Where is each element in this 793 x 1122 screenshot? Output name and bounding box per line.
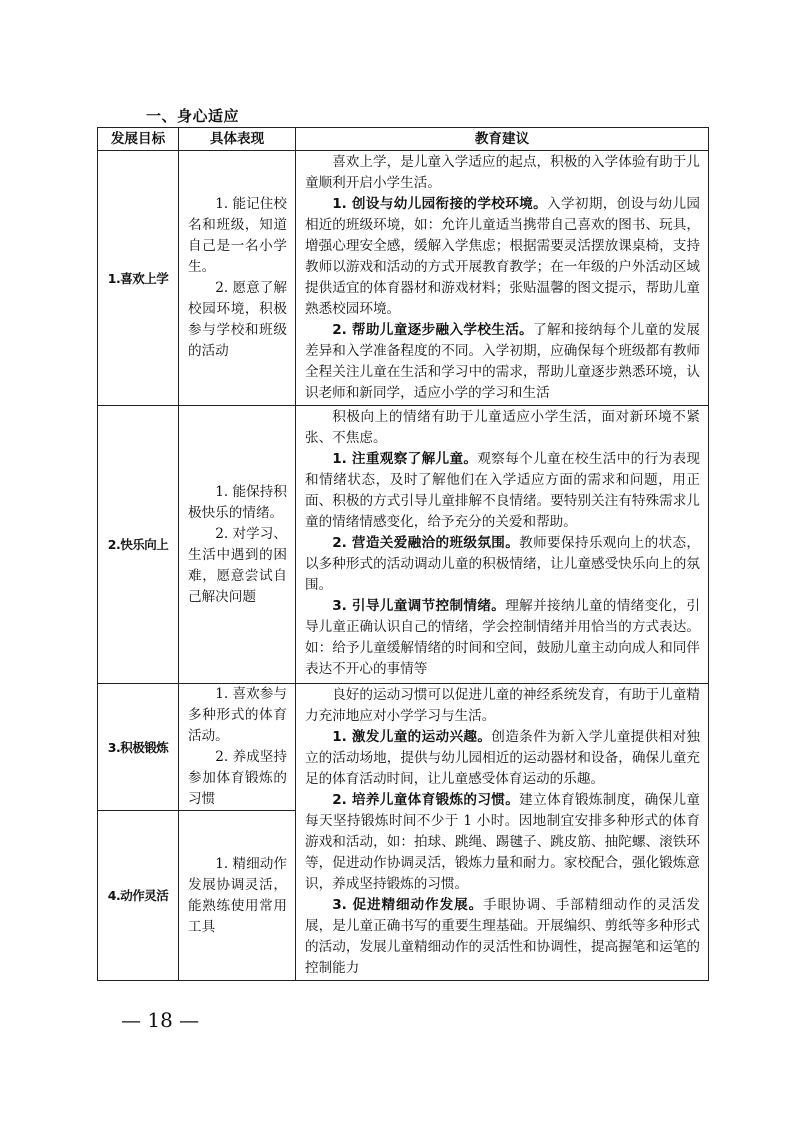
table-header-row [98,128,709,151]
suggestion-item [305,449,700,533]
suggestion-cell-shared [296,684,709,981]
header-suggestion: 教育建议 [296,128,709,151]
suggestion-item [305,790,700,895]
suggestion-item-title: 3. 引导儿童调节控制情绪。 [332,598,506,614]
header-performance: 具体表现 [179,128,296,151]
performance-cell [179,151,296,406]
suggestion-item-text: 手眼协调、手部精细动作的灵活发展，是儿童正确书写的重要生理基础。开展编织、剪纸等多种形式的活动，发展儿童精细动作的灵活性和协调性，提高握笔和运笔的控制能力 [305,897,700,976]
performance-item: 1. 能保持积极快乐的情绪。 [188,483,287,521]
suggestion-item-text: 入学初期，创设与幼儿园相近的班级环境，如：允许儿童适当携带自己喜欢的图书、玩具，增强心理安全感，缓解入学焦虑；根据需要灵活摆放课桌椅，支持教师以游戏和活动的方式开展教育教学；在一年级的户外活动区域提供适宜的体育器材和游戏材料；张贴温馨的图文提示，帮助儿童熟悉校园环境。 [305,196,701,317]
suggestion-item-title: 2. 培养儿童体育锻炼的习惯。 [332,792,520,808]
performance-cell [179,406,296,684]
suggestion-item-title: 1. 注重观察了解儿童。 [332,451,478,467]
section-title: 一、身心适应 [146,107,240,125]
goal-cell: 1.喜欢上学 [98,151,179,406]
table-row [98,684,709,811]
suggestion-item-title: 2. 营造关爱融洽的班级氛围。 [332,535,520,551]
goal-cell: 3.积极锻炼 [98,684,179,811]
goal-cell: 4.动作灵活 [98,811,179,981]
header-goal: 发展目标 [98,128,179,151]
suggestion-intro: 积极向上的情绪有助于儿童适应小学生活，面对新环境不紧张、不焦虑。 [305,409,700,446]
suggestion-item-text: 了解和接纳每个儿童的发展差异和入学准备程度的不同。入学初期，应确保每个班级都有教师全程关注儿童在生活和学习中的需求，帮助儿童逐步熟悉环境，认识老师和新同学，适应小学的学习和生活 [305,322,701,401]
page-number: — 18 — [121,1008,200,1032]
performance-item: 2. 对学习、生活中遇到的困难，愿意尝试自己解决问题 [188,525,287,605]
suggestion-item [305,194,700,320]
suggestion-item-text: 观察每个儿童在校生活中的行为表现和情绪状态，及时了解他们在入学适应方面的需求和问题，用正面、积极的方式引导儿童排解不良情绪。要特别关注有特殊需求儿童的情绪情感变化，给予充分的关爱和帮助。 [305,451,701,530]
suggestion-item-text: 教师要保持乐观向上的状态，以多种形式的活动调动儿童的积极情绪，让儿童感受快乐向上的氛围。 [305,535,701,593]
suggestion-item [305,533,700,596]
performance-item: 1. 喜欢参与多种形式的体育活动。 [188,686,287,745]
table-row [98,151,709,406]
table-row [98,406,709,684]
suggestion-item-title: 1. 创设与幼儿园衔接的学校环境。 [332,196,548,212]
performance-item: 1. 精细动作发展协调灵活，能熟练使用常用工具 [188,855,287,935]
suggestion-item-title: 2. 帮助儿童逐步融入学校生活。 [332,322,534,338]
performance-item: 1. 能记住校名和班级，知道自己是一名小学生。 [188,196,287,275]
suggestion-item [305,596,700,680]
suggestion-item [305,320,700,404]
suggestion-cell [296,151,709,406]
suggestion-item-text: 建立体育锻炼制度，确保儿童每天坚持锻炼时间不少于 1 小时。因地制宜安排多种形式的体育游戏和活动，如：拍球、跳绳、踢毽子、跳皮筋、抽陀螺、滚铁环等，促进动作协调灵活，锻炼力量和耐力。家校配合，强化锻炼意识，养成坚持锻炼的习惯。 [305,792,701,892]
performance-item: 2. 愿意了解校园环境，积极参与学校和班级的活动 [188,280,287,359]
suggestion-intro: 良好的运动习惯可以促进儿童的神经系统发育，有助于儿童精力充沛地应对小学学习与生活。 [305,687,700,724]
suggestion-item-title: 3. 促进精细动作发展。 [332,897,484,913]
suggestion-intro: 喜欢上学，是儿童入学适应的起点，积极的入学体验有助于儿童顺利开启小学生活。 [305,154,700,191]
performance-cell [179,684,296,811]
suggestion-item [305,727,700,790]
goal-cell: 2.快乐向上 [98,406,179,684]
guideline-table [97,127,709,981]
suggestion-cell [296,406,709,684]
suggestion-item-title: 1. 激发儿童的运动兴趣。 [332,729,492,745]
suggestion-item [305,895,700,979]
suggestion-item-text: 创造条件为新入学儿童提供相对独立的活动场地，提供与幼儿园相近的运动器材和设备，确保儿童充足的体育活动时间，让儿童感受体育运动的乐趣。 [305,729,701,787]
performance-item: 2. 养成坚持参加体育锻炼的习惯 [188,749,287,808]
performance-cell [179,811,296,981]
suggestion-item-text: 理解并接纳儿童的情绪变化，引导儿童正确认识自己的情绪，学会控制情绪并用恰当的方式表达。如：给予儿童缓解情绪的时间和空间，鼓励儿童主动向成人和同伴表达不开心的事情等 [305,598,701,677]
